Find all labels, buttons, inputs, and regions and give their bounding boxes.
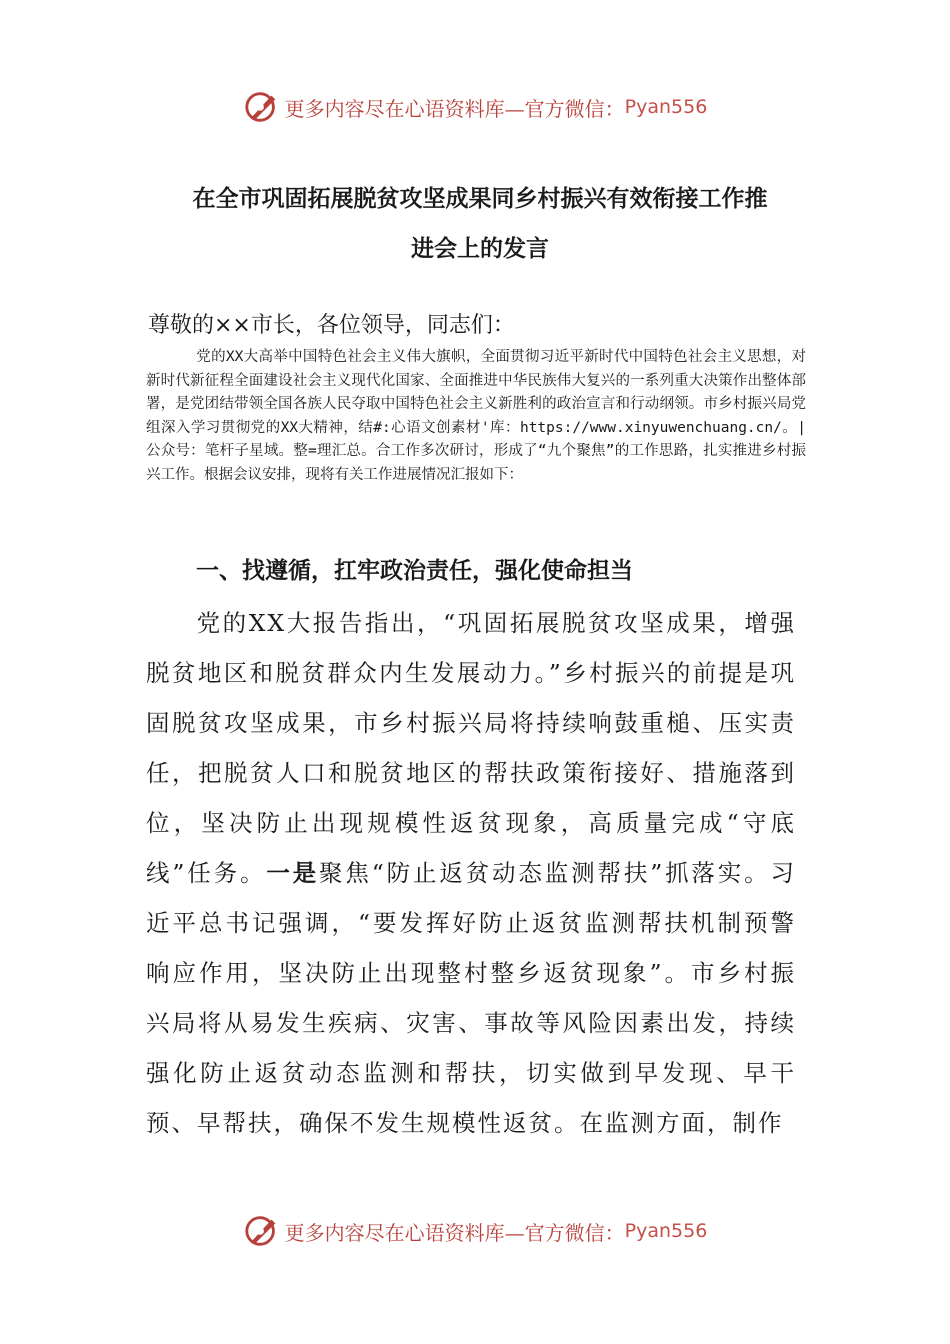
document-title-line1: 在全市巩固拓展脱贫攻坚成果同乡村振兴有效衔接工作推 [192, 186, 768, 212]
intro-paragraph-text: 党的XX大高举中国特色社会主义伟大旗帜，全面贯彻习近平新时代中国特色社会主义思想，对新时代新征程全面建设社会主义现代化国家、全面推进中华民族伟大复兴的一系列重大决策作出整体部署，是党团结带领全国各族人民夺取中国特色社会主义新胜利的政治宣言和行动纲领。市乡村振兴局党组深入学习贯彻党的XX大精神，结#:心语文创素材'库：https://www.xinyuwenchuang.cn/。|公众号：笔杆子星域。整=理汇总。合工作多次研讨，形成了“九个聚焦”的工作思路，扎实推进乡村振兴工作。根据会议安排，现将有关工作进展情况汇报如下： [146, 349, 806, 483]
watermark-banner-bottom [0, 1212, 950, 1250]
section1-paragraph [146, 598, 796, 1148]
pen-circle-logo-icon [243, 88, 281, 126]
intro-paragraph [146, 346, 806, 487]
pen-circle-logo-icon [243, 1212, 281, 1250]
watermark-banner-top [0, 88, 950, 126]
document-title-line2: 进会上的发言 [411, 236, 549, 262]
watermark-text: 更多内容尽在心语资料库—官方微信： [284, 1220, 625, 1245]
salutation: 尊敬的××市长，各位领导，同志们： [148, 313, 515, 338]
section1-bold-marker: 一是 [266, 859, 320, 887]
section1-part-a: 党的XX大报告指出，“巩固拓展脱贫攻坚成果，增强脱贫地区和脱贫群众内生发展动力。”乡村振兴的前提是巩固脱贫攻坚成果，市乡村振兴局将持续响鼓重槌、压实责任，把脱贫人口和脱贫地区的帮扶政策衔接好、措施落到位，坚决防止出现规模性返贫现象，高质量完成“守底线”任务。 [146, 609, 796, 887]
watermark-text: 更多内容尽在心语资料库—官方微信： [284, 96, 625, 121]
watermark-wechat-id: Pyan556 [624, 96, 708, 118]
watermark-wechat-id: Pyan556 [624, 1220, 708, 1242]
section1-part-b: 聚焦“防止返贫动态监测帮扶”抓落实。习近平总书记强调，“要发挥好防止返贫监测帮扶机制预警响应作用，坚决防止出现整村整乡返贫现象”。市乡村振兴局将从易发生疾病、灾害、事故等风险因素出发，持续强化防止返贫动态监测和帮扶，切实做到早发现、早干预、早帮扶，确保不发生规模性返贫。在监测方面，制作 [146, 859, 797, 1137]
section1-heading: 一、找遵循，扛牢政治责任，强化使命担当 [196, 558, 633, 584]
